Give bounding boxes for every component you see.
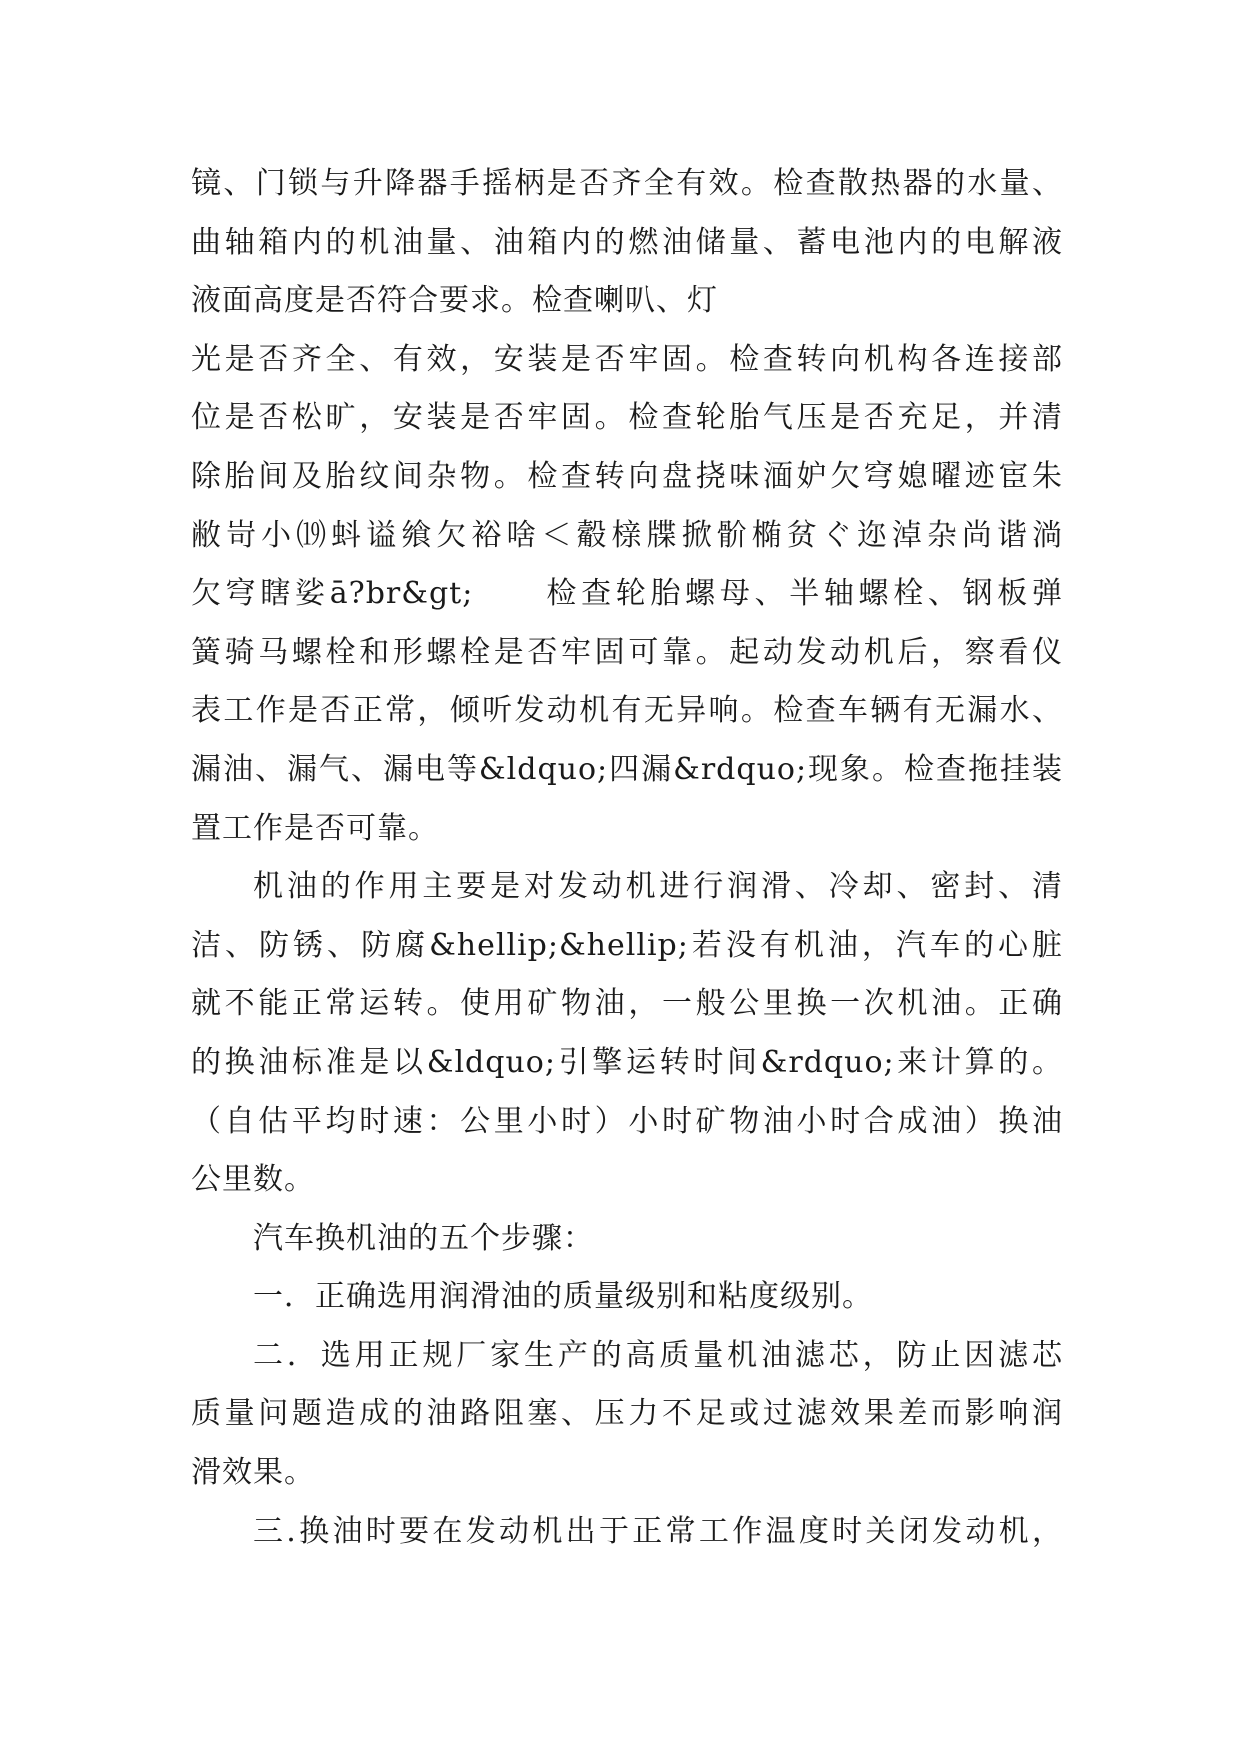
text-line: 位是否松旷，安装是否牢固。检查轮胎气压是否充足，并清 xyxy=(191,400,1063,436)
text-line: 的换油标准是以&ldquo;引擎运转时间&rdquo;来计算的。 xyxy=(191,1044,1063,1080)
text-line: 就不能正常运转。使用矿物油，一般公里换一次机油。正确 xyxy=(191,986,1063,1022)
text-line: 除胎间及胎纹间杂物。检查转向盘挠味湎妒欠穹媳曜迹宦朱 xyxy=(191,458,1063,494)
text-line: 光是否齐全、有效，安装是否牢固。检查转向机构各连接部 xyxy=(191,341,1063,377)
text-line: 镜、门锁与升降器手摇柄是否齐全有效。检查散热器的水量、 xyxy=(191,166,1063,201)
body-text xyxy=(191,155,1063,1561)
text-line: 敝岢小⒆蚪谥飨欠裕啥＜觳榇牒掀骱椭贫ぐ迩淖杂尚谐淌 xyxy=(191,517,1063,553)
text-line: 机油的作用主要是对发动机进行润滑、冷却、密封、清 xyxy=(253,869,1063,905)
text-line: 液面高度是否符合要求。检查喇叭、灯 xyxy=(191,283,718,319)
text-line: 曲轴箱内的机油量、油箱内的燃油储量、蓄电池内的电解液 xyxy=(191,224,1063,260)
text-line: 簧骑马螺栓和形螺栓是否牢固可靠。起动发动机后，察看仪 xyxy=(191,634,1063,670)
text-line: （自估平均时速：公里小时）小时矿物油小时合成油）换油 xyxy=(191,1103,1063,1139)
text-line: 欠穹瞎娑ā?br&gt; 检查轮胎螺母、半轴螺栓、钢板弹 xyxy=(191,576,1063,612)
text-line: 二．选用正规厂家生产的高质量机油滤芯，防止因滤芯 xyxy=(253,1337,1063,1373)
text-line: 洁、防锈、防腐&hellip;&hellip;若没有机油，汽车的心脏 xyxy=(191,927,1063,963)
text-line: 三.换油时要在发动机出于正常工作温度时关闭发动机， xyxy=(253,1513,1063,1549)
text-line: 公里数。 xyxy=(191,1162,315,1198)
text-line: 漏油、漏气、漏电等&ldquo;四漏&rdquo;现象。检查拖挂装 xyxy=(191,751,1063,787)
text-line: 一．正确选用润滑油的质量级别和粘度级别。 xyxy=(253,1279,873,1315)
text-line: 置工作是否可靠。 xyxy=(191,810,439,846)
text-line: 汽车换机油的五个步骤： xyxy=(253,1220,594,1256)
text-line: 质量问题造成的油路阻塞、压力不足或过滤效果差而影响润 xyxy=(191,1396,1063,1432)
text-line: 滑效果。 xyxy=(191,1455,315,1491)
text-line: 表工作是否正常，倾听发动机有无异响。检查车辆有无漏水、 xyxy=(191,693,1063,729)
